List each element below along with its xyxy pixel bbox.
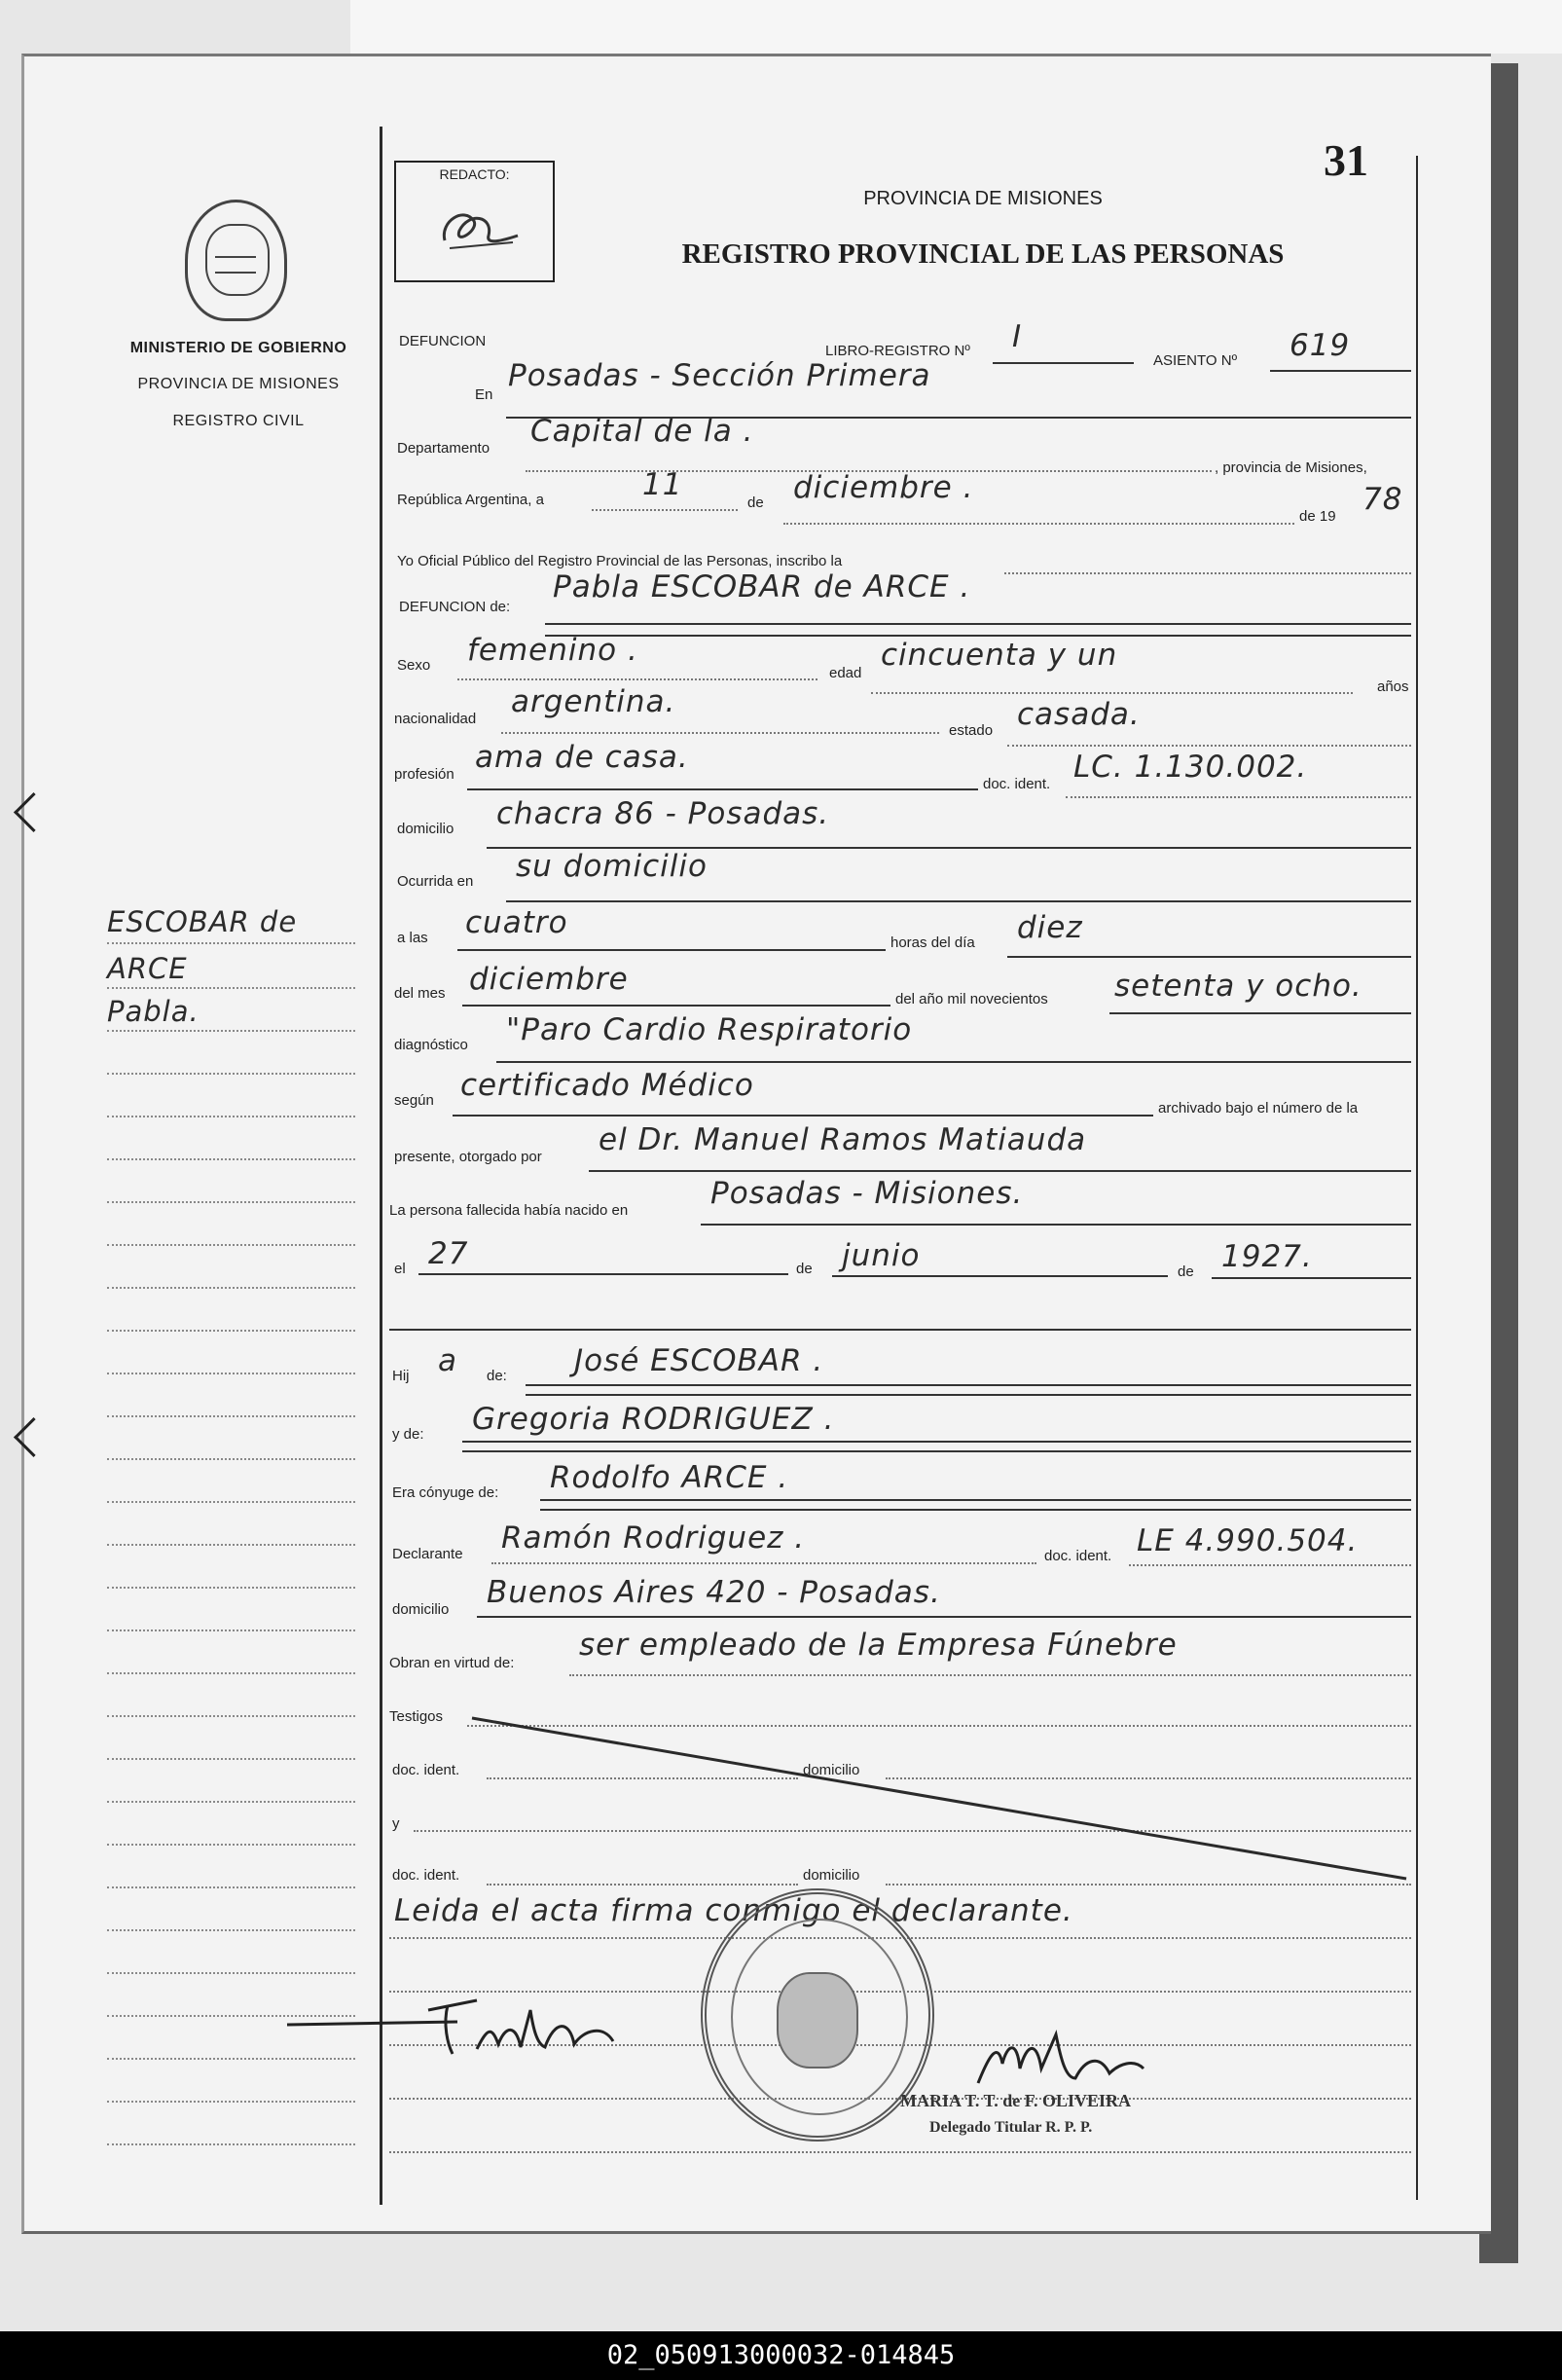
obran-label: Obran en virtud de:	[389, 1655, 515, 1671]
provincia-misiones-label: , provincia de Misiones,	[1215, 459, 1367, 476]
defuncion-de-line	[545, 623, 1411, 625]
declarante-doc-line	[1129, 1564, 1411, 1566]
en-value: Posadas - Sección Primera	[508, 358, 931, 393]
nacido-en-label: La persona fallecida había nacido en	[389, 1202, 629, 1219]
image-code: 02_050913000032-014845	[606, 2340, 956, 2370]
a-las-line	[457, 949, 886, 951]
de-label-1: de	[747, 494, 764, 511]
sexo-label: Sexo	[397, 657, 431, 674]
nacimiento-ano-line	[1212, 1277, 1411, 1279]
estado-value: casada.	[1017, 697, 1141, 732]
libro-registro-label: LIBRO-REGISTRO Nº	[825, 343, 970, 359]
declarante-domicilio-line	[477, 1616, 1411, 1618]
province-heading: PROVINCIA DE MISIONES	[863, 188, 1103, 209]
margin-line	[107, 2143, 355, 2145]
margin-line	[107, 2101, 355, 2103]
margin-line	[107, 1587, 355, 1589]
margin-line	[107, 1629, 355, 1631]
declarante-label: Declarante	[392, 1546, 463, 1562]
redacto-initials-signature	[435, 201, 523, 260]
anos-label: años	[1377, 678, 1409, 695]
official-stamp	[701, 1888, 934, 2142]
margin-line	[107, 1201, 355, 1203]
scan-top-margin	[350, 0, 1562, 54]
margin-line	[107, 942, 355, 944]
padre-line-2	[526, 1394, 1411, 1396]
margin-line	[107, 1287, 355, 1289]
conyuge-line	[540, 1499, 1411, 1501]
declarante-domicilio-label: domicilio	[392, 1601, 450, 1618]
testigos-label: Testigos	[389, 1708, 444, 1725]
del-mes-line	[462, 1005, 890, 1007]
margin-line	[107, 1801, 355, 1803]
declarante-line	[491, 1562, 1036, 1564]
profesion-label: profesión	[394, 766, 454, 783]
departamento-label: Departamento	[397, 440, 490, 457]
redacto-box	[394, 161, 555, 282]
madre-line-2	[462, 1450, 1411, 1452]
asiento-line	[1270, 370, 1411, 372]
doc-ident-value: LC. 1.130.002.	[1073, 750, 1308, 785]
nacimiento-mes-value: junio	[842, 1238, 921, 1273]
madre-value: Gregoria RODRIGUEZ .	[472, 1402, 835, 1437]
sign-line-4	[389, 2151, 1411, 2153]
doc-ident-line	[1066, 796, 1411, 798]
presente-label: presente, otorgado por	[394, 1149, 542, 1165]
ano-value: 78	[1362, 482, 1403, 517]
defuncion-label: DEFUNCION	[399, 333, 487, 349]
yo-oficial-line	[1004, 572, 1411, 574]
testigo2-doc-label: doc. ident.	[392, 1867, 460, 1884]
margin-line	[107, 1330, 355, 1332]
doc-ident-label: doc. ident.	[983, 776, 1051, 792]
margin-line	[107, 1073, 355, 1075]
nacido-en-line	[701, 1224, 1411, 1226]
ocurrida-en-value: su domicilio	[516, 849, 708, 884]
margin-line	[107, 1672, 355, 1674]
del-ano-value: setenta y ocho.	[1114, 969, 1362, 1004]
conyuge-line-2	[540, 1509, 1411, 1511]
margin-line	[107, 1715, 355, 1717]
domicilio-label: domicilio	[397, 821, 454, 837]
testigo2-domicilio-line	[886, 1884, 1411, 1886]
page-number: 31	[1324, 135, 1368, 185]
de-label-2: de	[796, 1261, 813, 1277]
margin-line	[107, 1501, 355, 1503]
declarante-doc-label: doc. ident.	[1044, 1548, 1112, 1564]
archivado-label: archivado bajo el número de la	[1158, 1100, 1359, 1117]
margin-line	[107, 1415, 355, 1417]
closing-statement: Leida el acta firma conmigo el declarante.	[394, 1893, 1073, 1928]
obran-value: ser empleado de la Empresa Fúnebre	[579, 1628, 1178, 1663]
margin-line	[107, 1458, 355, 1460]
asiento-label: ASIENTO Nº	[1153, 352, 1238, 369]
libro-registro-value: I	[1012, 319, 1023, 354]
dia-value: 11	[642, 467, 683, 502]
nacionalidad-line	[501, 732, 939, 734]
margin-note-line-1: ESCOBAR de	[107, 905, 298, 938]
hij-suffix-value: a	[438, 1343, 457, 1378]
del-mes-value: diciembre	[469, 962, 629, 997]
hij-label: Hij	[392, 1368, 410, 1384]
nacionalidad-value: argentina.	[511, 684, 676, 719]
en-label: En	[475, 386, 493, 403]
officer-title: Delegado Titular R. P. P.	[929, 2119, 1093, 2136]
dia-line	[592, 509, 738, 511]
defuncion-de-label: DEFUNCION de:	[399, 599, 511, 615]
officer-name: MARIA T. T. de F. OLIVEIRA	[900, 2091, 1132, 2110]
margin-line	[107, 1844, 355, 1846]
era-conyuge-label: Era cónyuge de:	[392, 1484, 499, 1501]
ministry-line-1: MINISTERIO DE GOBIERNO	[129, 340, 347, 356]
a-las-label: a las	[397, 930, 428, 946]
del-ano-label: del año mil novecientos	[895, 991, 1048, 1007]
margin-line	[107, 1886, 355, 1888]
el-label: el	[394, 1261, 406, 1277]
margin-note-line-3: Pabla.	[107, 995, 200, 1028]
profesion-value: ama de casa.	[475, 740, 689, 775]
estado-line	[1007, 745, 1411, 747]
declarante-doc-value: LE 4.990.504.	[1137, 1523, 1359, 1558]
margin-line	[107, 1929, 355, 1931]
domicilio-value: chacra 86 - Posadas.	[496, 796, 830, 831]
de-19-label: de 19	[1299, 508, 1336, 525]
declarant-signature	[282, 1991, 672, 2064]
del-mes-label: del mes	[394, 985, 446, 1002]
left-column-rule	[380, 127, 382, 2205]
hij-de-label: de:	[487, 1368, 507, 1384]
sexo-line	[457, 678, 817, 680]
testigo2-doc-line	[487, 1884, 798, 1886]
redacto-label: REDACTO:	[439, 166, 510, 182]
nacimiento-mes-line	[832, 1275, 1168, 1277]
otorgado-por-value: el Dr. Manuel Ramos Matiauda	[599, 1122, 1087, 1157]
conyuge-value: Rodolfo ARCE .	[550, 1460, 789, 1495]
de-label-3: de	[1178, 1263, 1194, 1280]
margin-line	[107, 1373, 355, 1374]
defuncion-de-value: Pabla ESCOBAR de ARCE .	[553, 569, 971, 604]
nacido-en-value: Posadas - Misiones.	[710, 1176, 1024, 1211]
officer-signature	[973, 2020, 1148, 2093]
asiento-value: 619	[1290, 328, 1351, 363]
diagnostico-value: "Paro Cardio Respiratorio	[506, 1012, 913, 1047]
testigo1-domicilio-label: domicilio	[803, 1762, 860, 1778]
testigo2-domicilio-label: domicilio	[803, 1867, 860, 1884]
margin-line	[107, 1758, 355, 1760]
horas-del-dia-label: horas del día	[890, 934, 975, 951]
declarante-value: Ramón Rodriguez .	[501, 1520, 806, 1556]
edad-label: edad	[829, 665, 862, 681]
departamento-value: Capital de la .	[530, 414, 754, 449]
nacimiento-ano-value: 1927.	[1221, 1239, 1313, 1274]
edad-line	[871, 692, 1353, 694]
nacimiento-dia-line	[418, 1273, 788, 1275]
a-las-value: cuatro	[465, 905, 568, 940]
diagnostico-line	[496, 1061, 1411, 1063]
margin-note-line-2: ARCE	[107, 952, 188, 985]
margin-line	[107, 1116, 355, 1117]
nacimiento-dia-value: 27	[428, 1236, 469, 1271]
ministry-line-2: PROVINCIA DE MISIONES	[137, 376, 340, 392]
madre-line	[462, 1441, 1411, 1443]
republica-label: República Argentina, a	[397, 492, 544, 508]
ocurrida-en-line	[506, 900, 1411, 902]
sexo-value: femenino .	[467, 633, 638, 668]
testigo1-doc-label: doc. ident.	[392, 1762, 460, 1778]
padre-line	[526, 1384, 1411, 1386]
registry-heading: REGISTRO PROVINCIAL DE LAS PERSONAS	[681, 238, 1285, 270]
margin-line	[107, 1972, 355, 1974]
y-label: y	[392, 1815, 400, 1832]
segun-value: certificado Médico	[460, 1068, 754, 1103]
y-de-label: y de:	[392, 1426, 424, 1443]
diagnostico-label: diagnóstico	[394, 1037, 468, 1053]
horas-del-dia-line	[1007, 956, 1411, 958]
blank-line-after-birth	[389, 1329, 1411, 1331]
del-ano-line	[1109, 1012, 1411, 1014]
provincial-seal-icon	[185, 200, 287, 321]
profesion-line	[467, 788, 978, 790]
ocurrida-en-label: Ocurrida en	[397, 873, 474, 890]
declarante-domicilio-value: Buenos Aires 420 - Posadas.	[487, 1575, 941, 1610]
mes-value: diciembre .	[793, 470, 974, 505]
defuncion-de-line-2	[545, 635, 1411, 637]
margin-line	[107, 1244, 355, 1246]
estado-label: estado	[949, 722, 994, 739]
margin-line	[107, 1030, 355, 1032]
obran-line	[569, 1674, 1411, 1676]
margin-line	[107, 1158, 355, 1160]
margin-line	[107, 2015, 355, 2017]
testigos-cancel-stroke	[467, 1713, 1411, 1884]
margin-line	[107, 987, 355, 989]
segun-line	[453, 1115, 1153, 1117]
mes-line	[783, 523, 1294, 525]
horas-del-dia-value: diez	[1017, 910, 1083, 945]
segun-label: según	[394, 1092, 434, 1109]
yo-oficial-label: Yo Oficial Público del Registro Provincial de las Personas, inscribo la	[397, 553, 843, 569]
ministry-line-3: REGISTRO CIVIL	[172, 413, 305, 429]
margin-line	[107, 2058, 355, 2060]
otorgado-por-line	[589, 1170, 1411, 1172]
nacionalidad-label: nacionalidad	[394, 711, 477, 727]
right-column-rule	[1416, 156, 1418, 2200]
padre-value: José ESCOBAR .	[574, 1343, 824, 1378]
libro-registro-line	[993, 362, 1134, 364]
edad-value: cincuenta y un	[881, 638, 1118, 673]
margin-line	[107, 1544, 355, 1546]
